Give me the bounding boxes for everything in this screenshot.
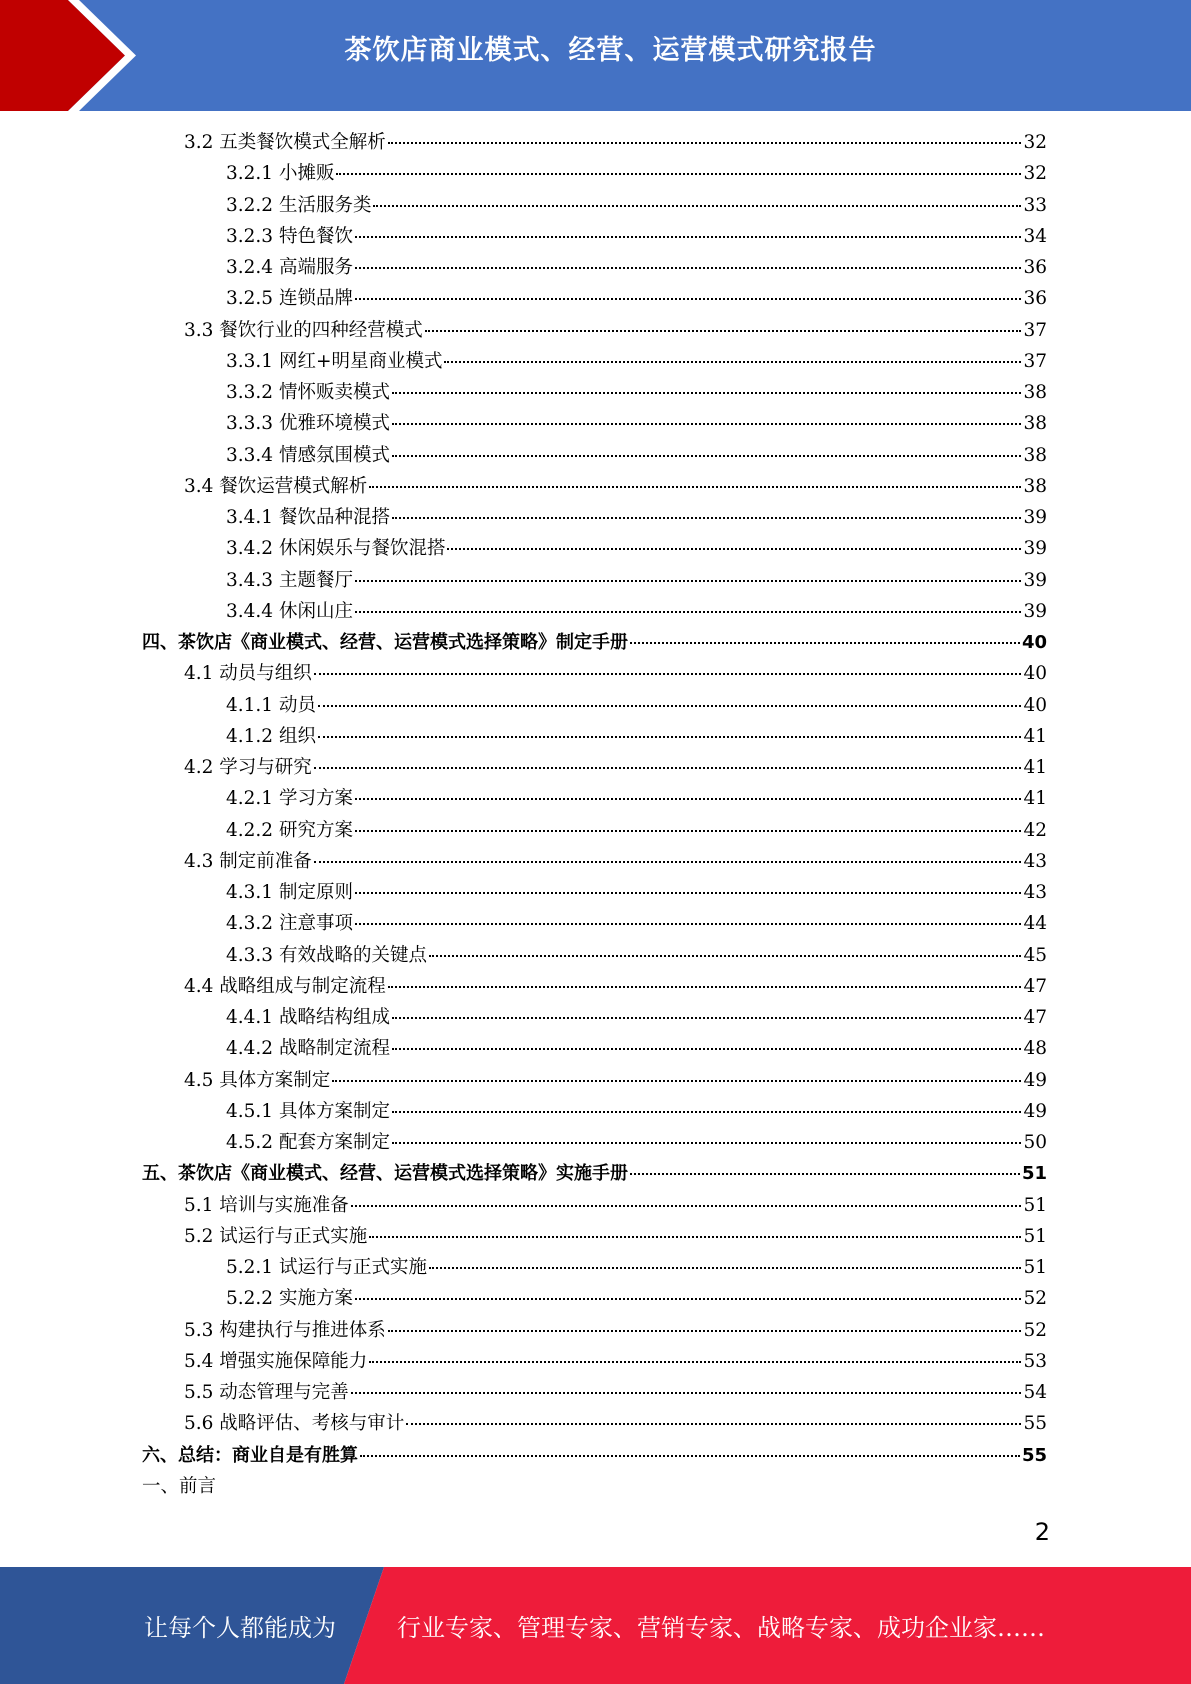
toc-entry-page: 51	[1023, 1225, 1047, 1247]
toc-dot-leader	[630, 1172, 1020, 1175]
toc-entry-page: 43	[1023, 882, 1047, 903]
page-number: 2	[1034, 1518, 1050, 1546]
toc-entry-label: 4.3.2 注意事项	[226, 913, 353, 935]
toc-dot-leader	[336, 172, 1021, 175]
toc-dot-leader	[392, 1047, 1021, 1050]
toc-dot-leader	[314, 766, 1022, 769]
toc-entry-page: 50	[1023, 1132, 1047, 1153]
toc-entry-page: 39	[1023, 507, 1047, 528]
toc-entry-label: 3.3.1 网红+明星商业模式	[226, 350, 443, 372]
toc-entry-page: 40	[1023, 663, 1047, 685]
toc-entry-page: 49	[1023, 1100, 1047, 1122]
toc-entry[interactable]	[142, 472, 1047, 503]
toc-entry-label: 3.2.5 连锁品牌	[226, 288, 353, 310]
toc-dot-leader	[444, 360, 1021, 363]
toc-dot-leader	[355, 797, 1022, 800]
toc-entry-page: 32	[1023, 163, 1047, 185]
toc-entry[interactable]	[142, 316, 1047, 347]
toc-entry-page: 37	[1023, 319, 1047, 341]
toc-entry-label: 5.4 增强实施保障能力	[184, 1350, 368, 1372]
toc-entry-label: 4.1.1 动员	[226, 694, 316, 716]
toc-entry[interactable]	[142, 441, 1047, 472]
toc-entry-label: 5.2.1 试运行与正式实施	[226, 1257, 427, 1278]
toc-dot-leader	[360, 1454, 1020, 1457]
toc-dot-leader	[332, 1079, 1021, 1082]
toc-dot-leader	[351, 1391, 1022, 1394]
toc-dot-leader	[355, 922, 1022, 925]
toc-entry[interactable]	[142, 1284, 1047, 1315]
toc-entry-page: 47	[1023, 975, 1047, 997]
toc-entry-page: 51	[1023, 1194, 1047, 1216]
toc-dot-leader	[392, 391, 1021, 394]
toc-entry-label: 4.5.1 具体方案制定	[226, 1100, 390, 1122]
toc-entry-label: 3.4.2 休闲娱乐与餐饮混搭	[226, 538, 446, 560]
toc-entry[interactable]	[142, 1097, 1047, 1128]
toc-entry[interactable]	[142, 1316, 1047, 1347]
toc-entry[interactable]	[142, 222, 1047, 253]
toc-entry[interactable]	[142, 1441, 1047, 1472]
toc-dot-leader	[369, 485, 1021, 488]
toc-dot-leader	[373, 204, 1021, 207]
toc-dot-leader	[388, 1329, 1022, 1332]
toc-entry-page: 41	[1023, 725, 1047, 747]
toc-dot-leader	[630, 641, 1020, 644]
toc-dot-leader	[406, 1422, 1021, 1425]
page-header	[0, 0, 1191, 111]
toc-dot-leader	[355, 1297, 1022, 1300]
toc-entry-label: 四、茶饮店《商业模式、经营、运营模式选择策略》制定手册	[142, 632, 628, 653]
toc-dot-leader	[318, 704, 1022, 707]
toc-dot-leader	[355, 266, 1022, 269]
toc-entry[interactable]	[142, 159, 1047, 190]
toc-entry[interactable]	[142, 659, 1047, 690]
toc-dot-leader	[369, 1360, 1021, 1363]
toc-entry-page: 45	[1023, 944, 1047, 966]
toc-entry[interactable]	[142, 128, 1047, 159]
toc-entry-page: 33	[1023, 194, 1047, 216]
toc-entry-label: 4.3.3 有效战略的关键点	[226, 944, 427, 966]
toc-entry-label: 5.2.2 实施方案	[226, 1288, 353, 1310]
toc-entry[interactable]	[142, 1409, 1047, 1440]
toc-entry-label: 3.3.4 情感氛围模式	[226, 444, 390, 466]
toc-entry-label: 3.4.4 休闲山庄	[226, 600, 353, 622]
toc-entry[interactable]	[142, 1128, 1047, 1159]
toc-dot-leader	[392, 422, 1021, 425]
toc-dot-leader	[429, 1266, 1021, 1269]
toc-entry-page: 37	[1023, 350, 1047, 372]
toc-entry-label: 3.3.3 优雅环境模式	[226, 413, 390, 435]
toc-entry-label: 六、总结：商业自是有胜算	[142, 1444, 358, 1466]
toc-dot-leader	[355, 829, 1022, 832]
toc-entry[interactable]	[142, 1472, 1047, 1503]
toc-entry[interactable]	[142, 628, 1047, 659]
toc-dot-leader	[355, 235, 1022, 238]
toc-entry[interactable]	[142, 284, 1047, 315]
toc-entry[interactable]	[142, 816, 1047, 847]
toc-dot-leader	[392, 1110, 1021, 1113]
toc-entry[interactable]	[142, 1378, 1047, 1409]
toc-entry[interactable]	[142, 1191, 1047, 1222]
toc-entry-page: 38	[1023, 475, 1047, 497]
toc-dot-leader	[355, 579, 1022, 582]
toc-entry-page: 39	[1023, 600, 1047, 622]
toc-entry[interactable]	[142, 1222, 1047, 1253]
footer-slogan-right: 行业专家、管理专家、营销专家、战略专家、成功企业家……	[397, 1614, 1045, 1642]
table-of-contents	[142, 128, 1047, 1503]
toc-entry-label: 3.4 餐饮运营模式解析	[184, 475, 368, 497]
toc-entry-page: 40	[1023, 694, 1047, 716]
toc-entry-label: 5.6 战略评估、考核与审计	[184, 1413, 405, 1435]
toc-entry-label: 5.2 试运行与正式实施	[184, 1225, 368, 1247]
toc-dot-leader	[392, 454, 1021, 457]
toc-entry-label: 5.1 培训与实施准备	[184, 1194, 349, 1216]
toc-entry-label: 3.2.2 生活服务类	[226, 194, 372, 216]
toc-entry-page: 38	[1023, 382, 1047, 403]
toc-entry-page: 36	[1023, 288, 1047, 310]
toc-entry-page: 38	[1023, 444, 1047, 466]
page-footer	[0, 1567, 1191, 1684]
toc-entry[interactable]	[142, 722, 1047, 753]
toc-dot-leader	[388, 985, 1022, 988]
toc-entry-page: 44	[1023, 913, 1047, 935]
toc-entry-label: 3.2.1 小摊贩	[226, 163, 335, 185]
toc-dot-leader	[314, 672, 1022, 675]
toc-entry[interactable]	[142, 847, 1047, 878]
toc-dot-leader	[447, 547, 1021, 550]
toc-entry-page: 40	[1021, 632, 1047, 653]
toc-entry[interactable]	[142, 1347, 1047, 1378]
toc-dot-leader	[392, 1141, 1021, 1144]
toc-entry-page: 51	[1023, 1257, 1047, 1278]
toc-entry-page: 52	[1023, 1288, 1047, 1310]
toc-dot-leader	[318, 735, 1022, 738]
toc-entry-page: 34	[1023, 225, 1047, 247]
toc-dot-leader	[355, 891, 1022, 894]
toc-dot-leader	[369, 1235, 1021, 1238]
toc-entry[interactable]	[142, 347, 1047, 378]
toc-entry[interactable]	[142, 253, 1047, 284]
toc-entry-page: 53	[1023, 1350, 1047, 1372]
toc-entry-page: 32	[1023, 132, 1047, 153]
toc-entry[interactable]	[142, 1003, 1047, 1034]
footer-slogan-left: 让每个人都能成为	[144, 1614, 336, 1642]
toc-entry[interactable]	[142, 972, 1047, 1003]
toc-entry-label: 一、前言	[142, 1475, 217, 1497]
toc-entry[interactable]	[142, 409, 1047, 440]
toc-dot-leader	[351, 1204, 1022, 1207]
toc-entry-page: 42	[1023, 819, 1047, 841]
toc-entry-label: 4.2 学习与研究	[184, 757, 312, 778]
toc-entry-page: 39	[1023, 538, 1047, 560]
toc-entry-label: 3.2 五类餐饮模式全解析	[184, 132, 386, 153]
toc-entry[interactable]	[142, 378, 1047, 409]
toc-entry-label: 4.3.1 制定原则	[226, 882, 353, 903]
toc-entry-label: 4.3 制定前准备	[184, 850, 312, 872]
toc-entry-label: 4.4.2 战略制定流程	[226, 1038, 390, 1060]
toc-entry-page: 47	[1023, 1007, 1047, 1028]
toc-entry-page: 39	[1023, 569, 1047, 591]
toc-entry-page: 41	[1023, 788, 1047, 810]
toc-dot-leader	[392, 516, 1021, 519]
toc-entry-label: 4.1 动员与组织	[184, 663, 312, 685]
toc-entry[interactable]	[142, 753, 1047, 784]
toc-entry[interactable]	[142, 566, 1047, 597]
toc-entry-label: 4.4.1 战略结构组成	[226, 1007, 390, 1028]
toc-entry-label: 4.5.2 配套方案制定	[226, 1132, 390, 1153]
toc-entry-page: 36	[1023, 257, 1047, 278]
toc-entry-page: 49	[1023, 1069, 1047, 1091]
toc-dot-leader	[314, 860, 1022, 863]
toc-entry-page: 55	[1023, 1413, 1047, 1435]
document-title: 茶饮店商业模式、经营、运营模式研究报告	[344, 35, 877, 66]
toc-entry-page: 48	[1023, 1038, 1047, 1060]
toc-dot-leader	[355, 610, 1022, 613]
toc-entry-page: 54	[1023, 1382, 1047, 1403]
toc-entry-label: 5.5 动态管理与完善	[184, 1382, 349, 1403]
toc-entry[interactable]	[142, 878, 1047, 909]
toc-entry-label: 五、茶饮店《商业模式、经营、运营模式选择策略》实施手册	[142, 1163, 628, 1185]
toc-entry-label: 3.3.2 情怀贩卖模式	[226, 382, 390, 403]
toc-entry-label: 4.5 具体方案制定	[184, 1069, 331, 1091]
toc-entry[interactable]	[142, 191, 1047, 222]
toc-dot-leader	[355, 297, 1022, 300]
toc-entry[interactable]	[142, 534, 1047, 565]
toc-entry-page: 55	[1021, 1444, 1047, 1466]
toc-entry[interactable]	[142, 909, 1047, 940]
toc-entry-label: 3.4.3 主题餐厅	[226, 569, 353, 591]
toc-entry-page: 52	[1023, 1319, 1047, 1341]
toc-entry-label: 5.3 构建执行与推进体系	[184, 1319, 386, 1341]
toc-entry-label: 3.2.4 高端服务	[226, 257, 353, 278]
toc-entry-label: 4.1.2 组织	[226, 725, 316, 747]
toc-entry-label: 3.3 餐饮行业的四种经营模式	[184, 319, 423, 341]
toc-dot-leader	[429, 954, 1021, 957]
toc-entry-page: 38	[1023, 413, 1047, 435]
toc-dot-leader	[392, 1016, 1021, 1019]
toc-entry-label: 3.4.1 餐饮品种混搭	[226, 507, 390, 528]
toc-dot-leader	[425, 329, 1022, 332]
toc-entry[interactable]	[142, 941, 1047, 972]
toc-entry-label: 4.4 战略组成与制定流程	[184, 975, 386, 997]
toc-entry-label: 4.2.2 研究方案	[226, 819, 353, 841]
toc-entry-page: 41	[1023, 757, 1047, 778]
toc-dot-leader	[388, 141, 1022, 144]
toc-entry[interactable]	[142, 597, 1047, 628]
toc-entry[interactable]	[142, 1159, 1047, 1190]
toc-entry[interactable]	[142, 503, 1047, 534]
toc-entry-label: 4.2.1 学习方案	[226, 788, 353, 810]
toc-entry[interactable]	[142, 1066, 1047, 1097]
toc-entry-label: 3.2.3 特色餐饮	[226, 225, 353, 247]
toc-entry-page: 51	[1021, 1163, 1047, 1185]
toc-entry[interactable]	[142, 1034, 1047, 1065]
toc-entry[interactable]	[142, 1253, 1047, 1284]
toc-entry[interactable]	[142, 691, 1047, 722]
toc-entry[interactable]	[142, 784, 1047, 815]
toc-entry-page: 43	[1023, 850, 1047, 872]
